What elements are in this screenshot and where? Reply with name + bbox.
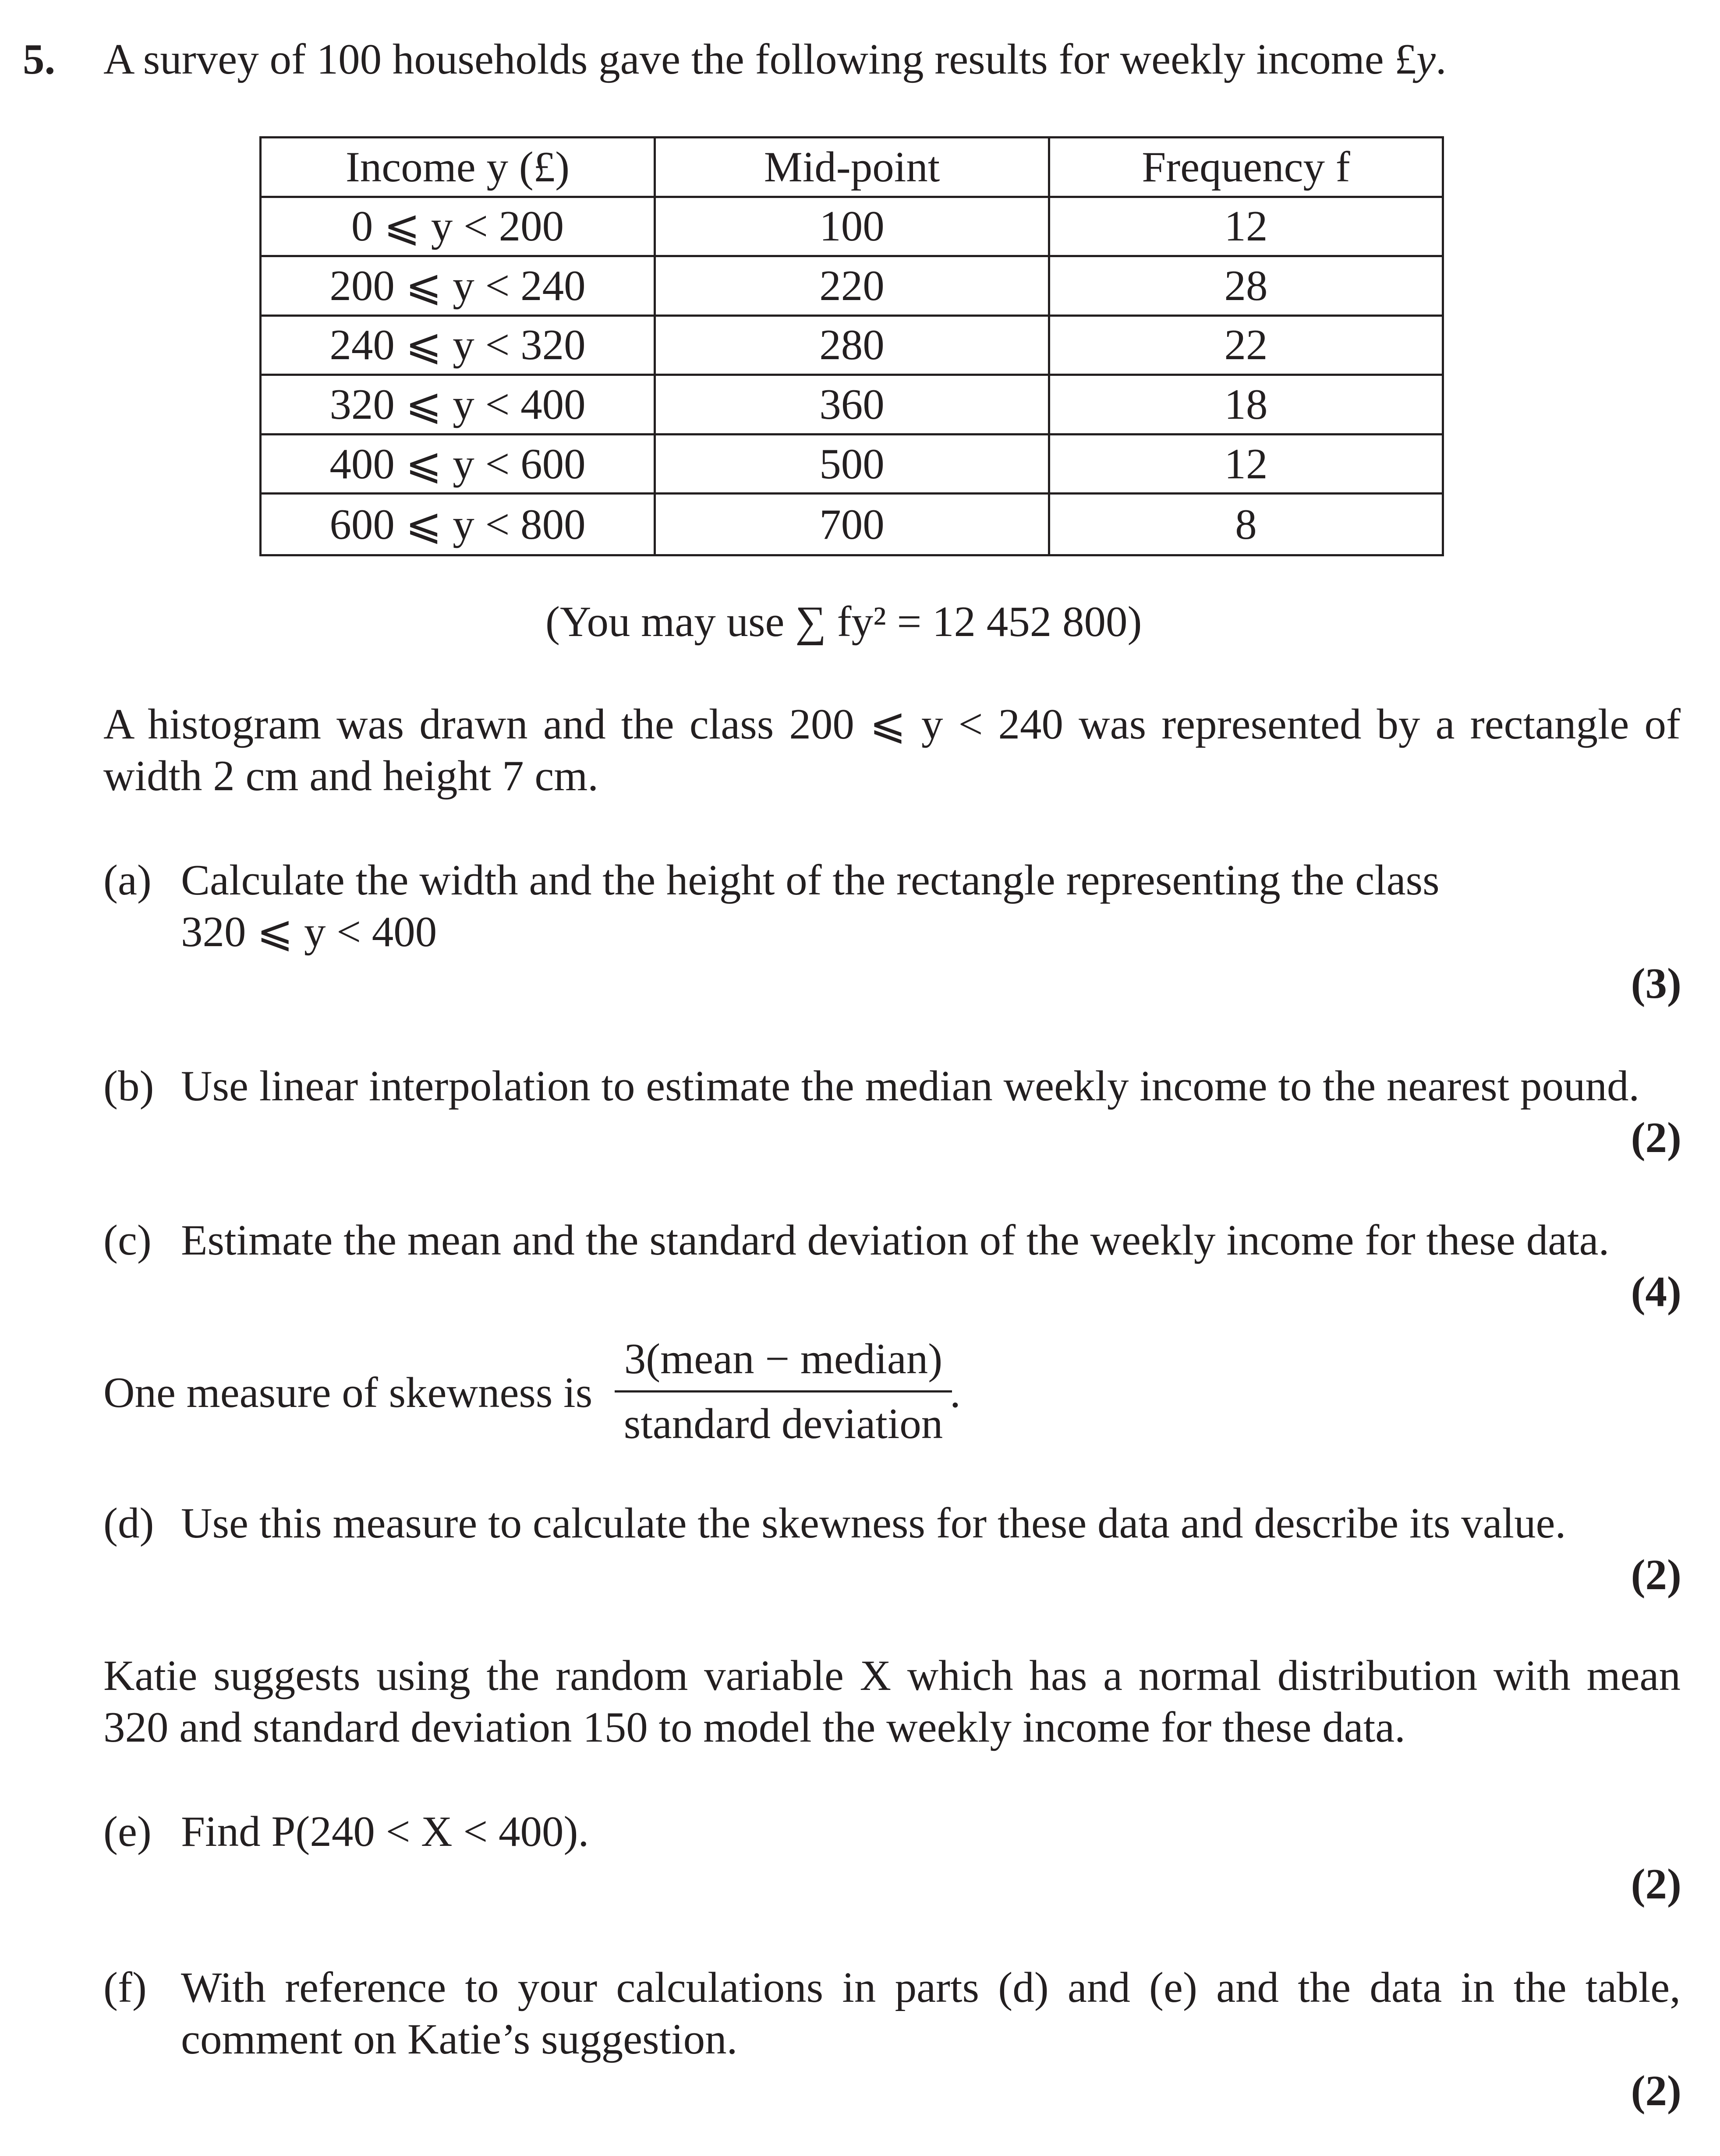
part-f-line-2: comment on Katie’s suggestion.	[181, 2015, 738, 2063]
header-frequency: Frequency f	[1050, 138, 1442, 198]
cell-income: 0 ⩽ y < 200	[262, 198, 656, 258]
intro-text: A survey of 100 households gave the following results for weekly income £	[103, 35, 1416, 83]
part-d-text: Use this measure to calculate the skewness for these data and describe its value.	[181, 1499, 1566, 1547]
part-c-text: Estimate the mean and the standard deviation of the weekly income for these data.	[181, 1216, 1610, 1264]
skewness-end: .	[950, 1369, 961, 1417]
part-e-label: (e)	[103, 1808, 152, 1856]
part-e-text: Find P(240 < X < 400).	[181, 1808, 589, 1856]
cell-income: 600 ⩽ y < 800	[262, 495, 656, 554]
katie-line-1: Katie suggests using the random variable X which has a normal distribution with mean	[103, 1652, 1681, 1700]
part-d-label: (d)	[103, 1499, 154, 1547]
part-a-line-2: 320 ⩽ y < 400	[181, 908, 437, 956]
skewness-lead: One measure of skewness is	[103, 1369, 593, 1417]
cell-income: 400 ⩽ y < 600	[262, 435, 656, 495]
cell-frequency: 12	[1050, 198, 1442, 258]
cell-income: 320 ⩽ y < 400	[262, 376, 656, 435]
intro-variable: y	[1416, 35, 1436, 83]
frequency-table	[259, 136, 1444, 556]
cell-income: 200 ⩽ y < 240	[262, 257, 656, 317]
part-e-marks: (2)	[1631, 1860, 1681, 1908]
skewness-fraction	[615, 1337, 952, 1446]
header-income: Income y (£)	[262, 138, 656, 198]
sum-hint: (You may use ∑ fy² = 12 452 800)	[545, 598, 1142, 646]
cell-frequency: 18	[1050, 376, 1442, 435]
fraction-bar	[615, 1390, 952, 1393]
part-a-line-1: Calculate the width and the height of the rectangle representing the class	[181, 856, 1440, 904]
histogram-line-1: A histogram was drawn and the class 200 ⩽ y < 240 was represented by a rectangle of	[103, 700, 1681, 748]
cell-midpoint: 700	[656, 495, 1050, 554]
cell-midpoint: 220	[656, 257, 1050, 317]
question-number: 5.	[23, 35, 56, 83]
part-a-marks: (3)	[1631, 960, 1681, 1007]
part-c-label: (c)	[103, 1216, 152, 1264]
cell-midpoint: 280	[656, 317, 1050, 376]
header-midpoint: Mid-point	[656, 138, 1050, 198]
part-b-label: (b)	[103, 1062, 154, 1110]
cell-midpoint: 100	[656, 198, 1050, 258]
fraction-denominator: standard deviation	[623, 1400, 943, 1448]
histogram-line-2: width 2 cm and height 7 cm.	[103, 752, 599, 800]
cell-income: 240 ⩽ y < 320	[262, 317, 656, 376]
question-intro	[103, 35, 1447, 83]
cell-frequency: 12	[1050, 435, 1442, 495]
katie-line-2: 320 and standard deviation 150 to model the weekly income for these data.	[103, 1704, 1405, 1751]
intro-end: .	[1435, 35, 1447, 83]
part-f-line-1: With reference to your calculations in parts (d) and (e) and the data in the table,	[181, 1964, 1681, 2011]
part-a-label: (a)	[103, 856, 152, 904]
part-b-marks: (2)	[1631, 1114, 1681, 1162]
cell-midpoint: 500	[656, 435, 1050, 495]
part-d-marks: (2)	[1631, 1551, 1681, 1599]
cell-frequency: 22	[1050, 317, 1442, 376]
cell-midpoint: 360	[656, 376, 1050, 435]
part-f-label: (f)	[103, 1964, 147, 2011]
part-b-text: Use linear interpolation to estimate the median weekly income to the nearest pound.	[181, 1062, 1640, 1110]
fraction-numerator: 3(mean − median)	[624, 1335, 943, 1383]
cell-frequency: 28	[1050, 257, 1442, 317]
cell-frequency: 8	[1235, 500, 1257, 548]
part-f-marks: (2)	[1631, 2067, 1681, 2115]
part-c-marks: (4)	[1631, 1268, 1681, 1316]
